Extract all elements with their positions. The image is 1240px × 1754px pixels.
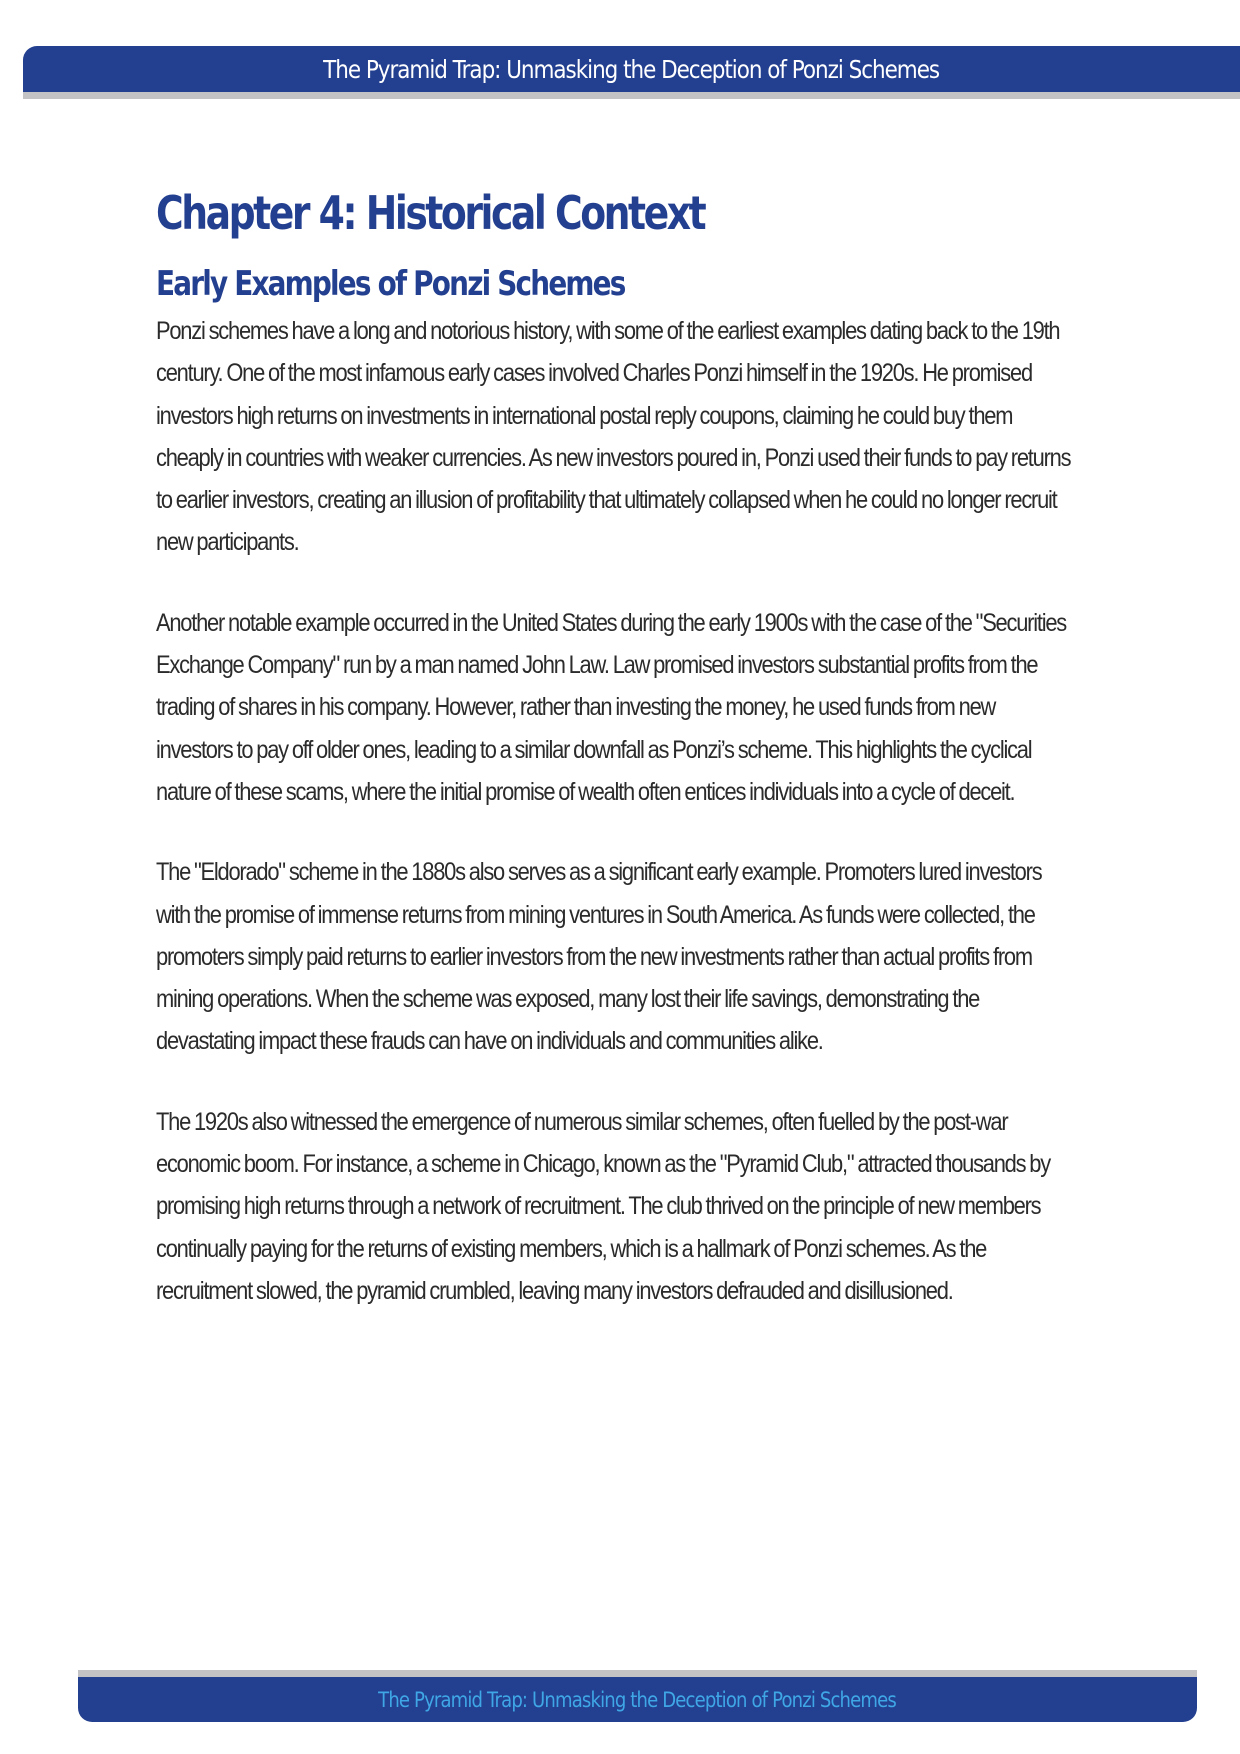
- section-title: Early Examples of Ponzi Schemes: [156, 264, 625, 304]
- page-footer: [78, 1670, 1197, 1722]
- page-header: [23, 46, 1240, 99]
- paragraph: The 1920s also witnessed the emergence of numerous similar schemes, often fuelled by the post-war economic boom. For instance, a scheme in Chicago, known as the "Pyramid Club," attracted thousands by promising high returns through a network of recruitment. The club thrived on the principle of new members continually paying for the returns of existing members, which is a hallmark of Ponzi schemes. As the recruitment slowed, the pyramid crumbled, leaving many investors defrauded and disillusioned.: [156, 1107, 1050, 1305]
- paragraph: The "Eldorado" scheme in the 1880s also serves as a significant early example. Promoters lured investors with the promise of immense returns from mining ventures in South America. As funds were collected, the promoters simply paid returns to earlier investors from the new investments rather than actual profits from mining operations. When the scheme was exposed, many lost their life savings, demonstrating the devastating impact these frauds can have on individuals and communities alike.: [156, 858, 1042, 1056]
- paragraph: Ponzi schemes have a long and notorious history, with some of the earliest examples dating back to the 19th century. One of the most infamous early cases involved Charles Ponzi himself in the 1920s. He promised investors high returns on investments in international postal reply coupons, claiming he could buy them cheaply in countries with weaker currencies. As new investors poured in, Ponzi used their funds to pay returns to earlier investors, creating an illusion of profitability that ultimately collapsed when he could no longer recruit new participants.: [156, 317, 1071, 557]
- header-title: The Pyramid Trap: Unmasking the Deception of Ponzi Schemes: [323, 54, 940, 84]
- paragraph: Another notable example occurred in the United States during the early 1900s with the case of the "Securities Exchange Company" run by a man named John Law. Law promised investors substantial profits from the trading of shares in his company. However, rather than investing the money, he used funds from new investors to pay off older ones, leading to a similar downfall as Ponzi’s scheme. This highlights the cyclical nature of these scams, where the initial promise of wealth often entices individuals into a cycle of deceit.: [156, 608, 1066, 806]
- footer-title: The Pyramid Trap: Unmasking the Deception of Ponzi Schemes: [378, 1687, 897, 1712]
- chapter-title: Chapter 4: Historical Context: [156, 186, 705, 240]
- page-content: [156, 176, 1091, 1312]
